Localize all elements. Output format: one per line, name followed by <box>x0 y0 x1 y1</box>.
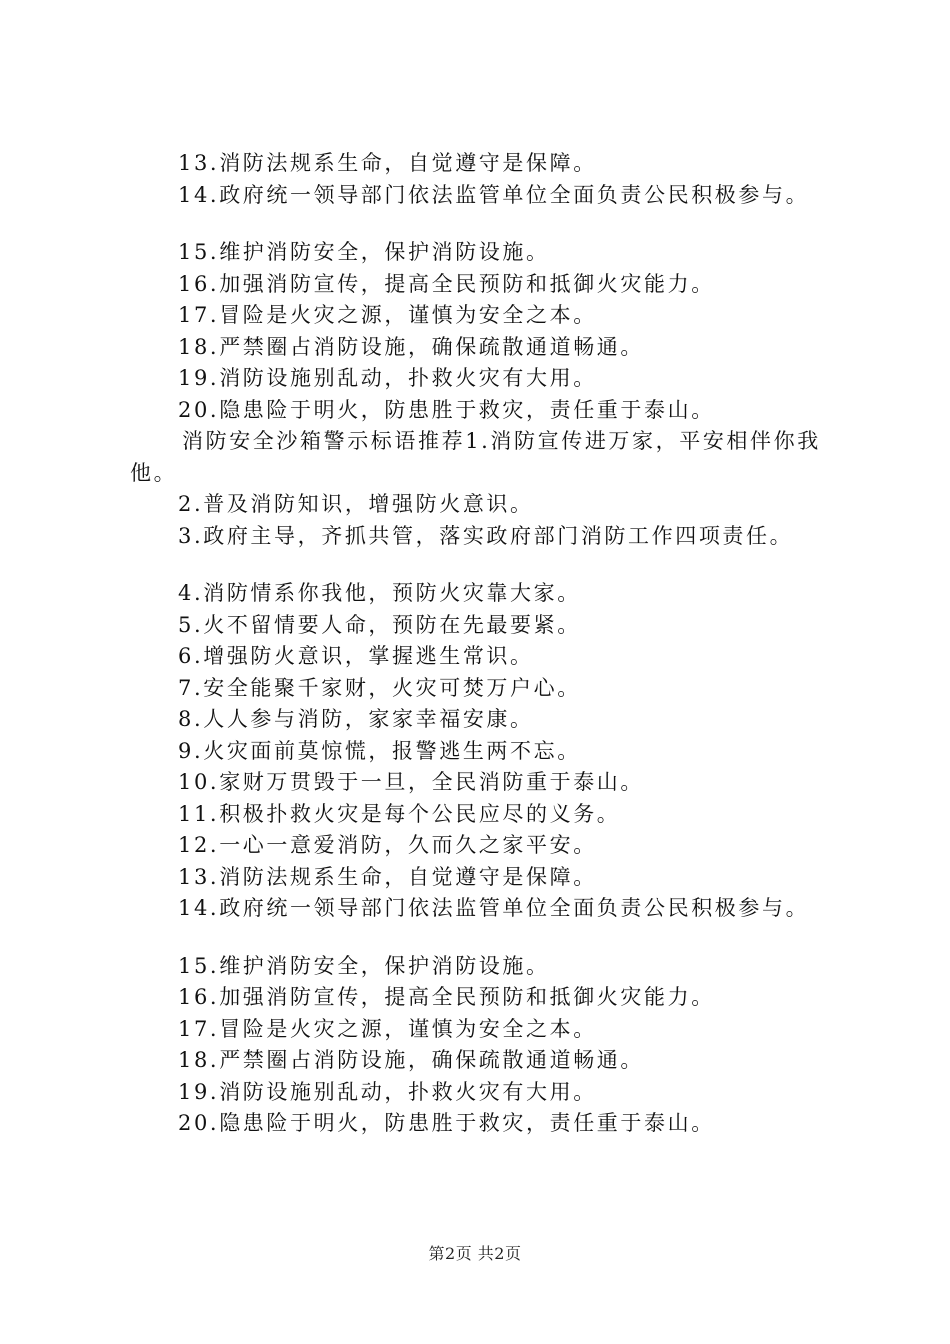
slogan-line: 18.严禁圈占消防设施，确保疏散通道畅通。 <box>178 1048 644 1072</box>
slogan-block-b <box>130 237 860 426</box>
slogan-line: 14.政府统一领导部门依法监管单位全面负责公民积极参与。 <box>178 896 810 920</box>
slogan-line: 8.人人参与消防，家家幸福安康。 <box>178 707 534 731</box>
slogan-block-a <box>130 148 860 211</box>
slogan-line: 3.政府主导，齐抓共管，落实政府部门消防工作四项责任。 <box>178 523 794 548</box>
slogan-line: 15.维护消防安全，保护消防设施。 <box>178 953 550 978</box>
slogan-line: 19.消防设施别乱动，扑救火灾有大用。 <box>178 366 597 390</box>
slogan-line: 15.维护消防安全，保护消防设施。 <box>178 240 550 264</box>
slogan-line: 13.消防法规系生命，自觉遵守是保障。 <box>178 864 597 889</box>
slogan-line: 20.隐患险于明火，防患胜于救灾，责任重于泰山。 <box>178 397 715 422</box>
slogan-line: 11.积极扑救火灾是每个公民应尽的义务。 <box>178 801 621 826</box>
slogan-line: 17.冒险是火灾之源，谨慎为安全之本。 <box>178 1016 597 1041</box>
slogan-line: 9.火灾面前莫惊慌，报警逃生两不忘。 <box>178 738 581 763</box>
slogan-line: 16.加强消防宣传，提高全民预防和抵御火灾能力。 <box>178 985 715 1009</box>
slogan-line: 10.家财万贯毁于一旦，全民消防重于泰山。 <box>178 770 644 794</box>
paragraph-gap <box>130 552 860 578</box>
page-footer <box>0 1241 950 1264</box>
slogan-line: 2.普及消防知识，增强防火意识。 <box>178 492 534 516</box>
slogan-line: 18.严禁圈占消防设施，确保疏散通道畅通。 <box>178 334 644 359</box>
slogan-block-c <box>130 489 860 552</box>
slogan-line: 17.冒险是火灾之源，谨慎为安全之本。 <box>178 303 597 327</box>
slogan-line: 16.加强消防宣传，提高全民预防和抵御火灾能力。 <box>178 271 715 296</box>
page-number-label: 第2页 共2页 <box>428 1244 522 1263</box>
slogan-line: 14.政府统一领导部门依法监管单位全面负责公民积极参与。 <box>178 182 810 207</box>
slogan-line: 20.隐患险于明火，防患胜于救灾，责任重于泰山。 <box>178 1111 715 1135</box>
slogan-line: 13.消防法规系生命，自觉遵守是保障。 <box>178 151 597 175</box>
section-heading-paragraph: 消防安全沙箱警示标语推荐1.消防宣传进万家，平安相伴你我他。 <box>130 429 821 485</box>
paragraph-gap <box>130 211 860 237</box>
slogan-line: 19.消防设施别乱动，扑救火灾有大用。 <box>178 1079 597 1104</box>
slogan-block-d <box>130 578 860 925</box>
slogan-line: 12.一心一意爱消防，久而久之家平安。 <box>178 833 597 857</box>
document-body <box>130 148 860 1140</box>
slogan-line: 6.增强防火意识，掌握逃生常识。 <box>178 644 534 668</box>
slogan-line: 4.消防情系你我他，预防火灾靠大家。 <box>178 581 581 605</box>
paragraph-gap <box>130 925 860 951</box>
slogan-block-e <box>130 951 860 1140</box>
slogan-line: 7.安全能聚千家财，火灾可焚万户心。 <box>178 675 581 700</box>
slogan-line: 5.火不留情要人命，预防在先最要紧。 <box>178 612 581 637</box>
